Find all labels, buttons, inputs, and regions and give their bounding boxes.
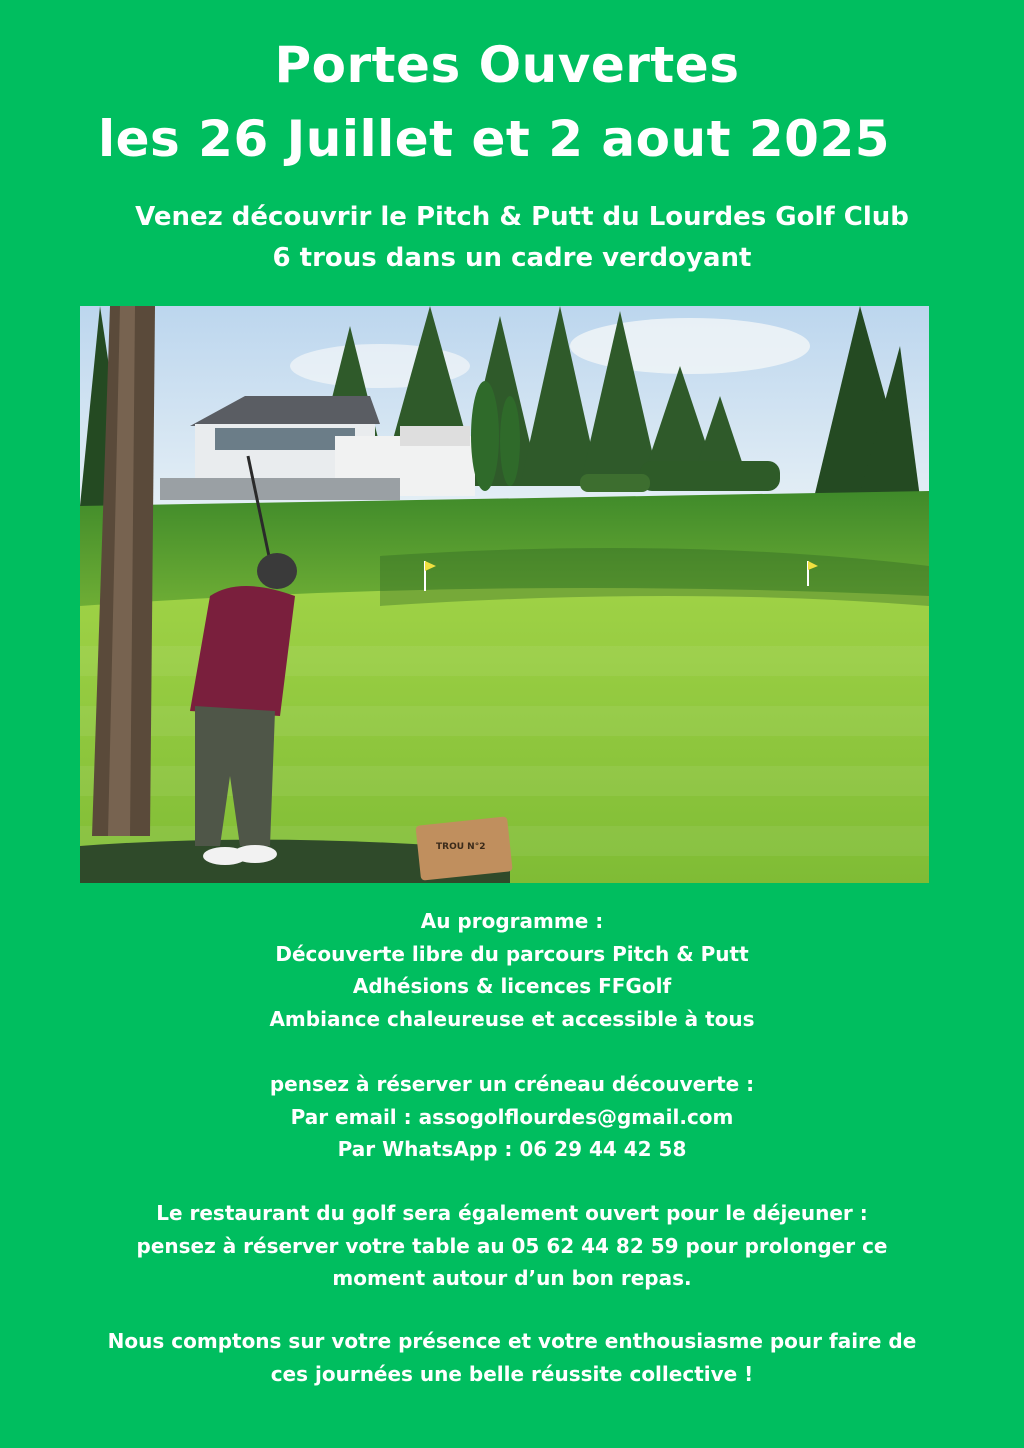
programme-item: Ambiance chaleureuse et accessible à tous: [269, 1006, 755, 1031]
golf-course-photo: [80, 306, 929, 883]
reservation-whatsapp: Par WhatsApp : 06 29 44 42 58: [337, 1137, 687, 1161]
subtitle-line1: Venez découvrir le Pitch & Putt du Lourdes Golf Club: [135, 202, 909, 232]
closing-line: Nous comptons sur votre présence et votre enthousiasme pour faire de: [107, 1329, 917, 1353]
programme-section: [0, 905, 1024, 1035]
restaurant-line: pensez à réserver votre table au 05 62 44 82 59 pour prolonger ce: [136, 1233, 888, 1258]
reservation-email: Par email : assogolflourdes@gmail.com: [290, 1104, 734, 1129]
closing-section: [0, 1325, 1024, 1390]
closing-line: ces journées une belle réussite collective !: [270, 1361, 754, 1386]
programme-item: Découverte libre du parcours Pitch & Putt: [275, 941, 749, 966]
restaurant-section: [0, 1197, 1024, 1295]
programme-item: Adhésions & licences FFGolf: [352, 974, 672, 998]
restaurant-line: moment autour d’un bon repas.: [332, 1266, 692, 1290]
reservation-heading: pensez à réserver un créneau découverte :: [269, 1072, 755, 1096]
programme-heading: Au programme :: [420, 909, 604, 933]
subtitle-line2: 6 trous dans un cadre verdoyant: [272, 243, 752, 273]
sign-label: TROU N°2: [436, 842, 486, 852]
restaurant-line: Le restaurant du golf sera également ouvert pour le déjeuner :: [156, 1201, 868, 1225]
page-title-line1: Portes Ouvertes: [274, 36, 740, 94]
page-title-line2: les 26 Juillet et 2 aout 2025: [97, 110, 891, 168]
reservation-section: [0, 1068, 1024, 1166]
